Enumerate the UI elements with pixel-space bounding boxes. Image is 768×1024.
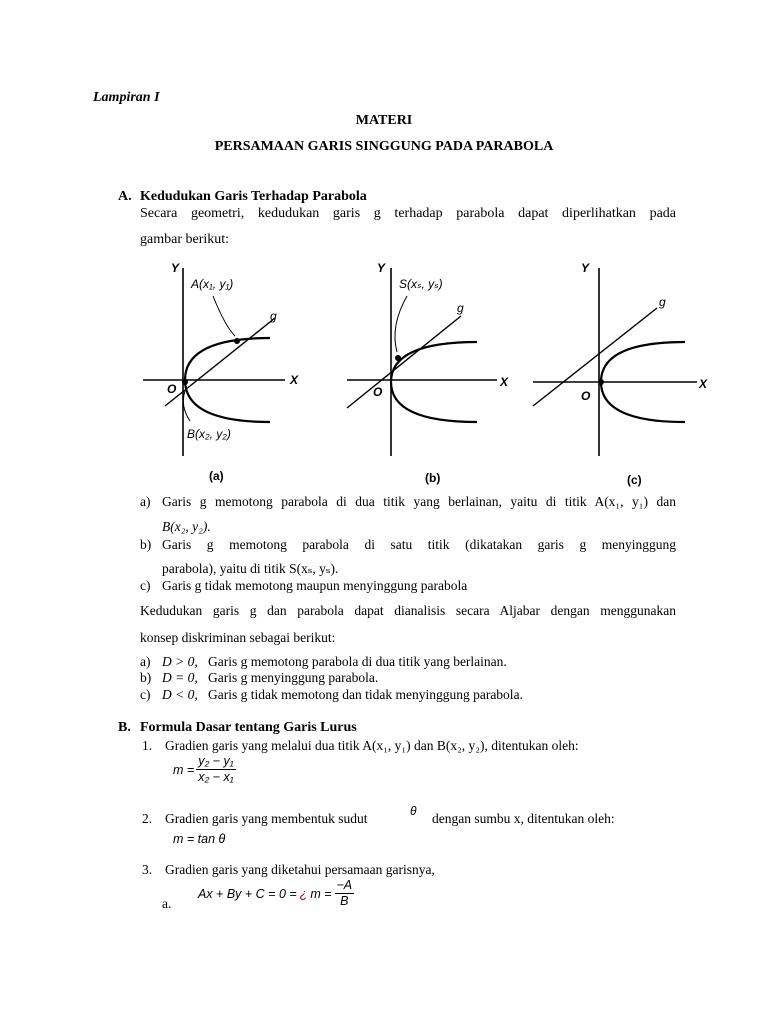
b3-formula-fraction: [335, 878, 355, 909]
b3-formula-num: −A: [336, 878, 353, 892]
item-c-line1: Garis g tidak memotong maupun menyinggung parabola: [162, 578, 468, 593]
b3-formula-eq: Ax + By + C = 0 =: [198, 886, 297, 901]
figure-c: [533, 261, 708, 487]
item-b-marker: b): [140, 537, 152, 552]
figure-b-point-s: [395, 355, 401, 361]
item-a-marker: a): [140, 494, 151, 509]
analysis-line1: Kedudukan garis g dan parabola dapat dianalisis secara Aljabar dengan menggunakan: [140, 603, 676, 618]
figure-a-point-b: [182, 379, 188, 385]
parabola-figures: [135, 256, 708, 487]
disc-a-marker: a): [140, 654, 151, 669]
figure-b-arrow-s: [395, 296, 407, 352]
figure-a-point-b-label: B(x₂, y₂): [187, 427, 231, 441]
analysis-line2: konsep diskriminan sebagai berikut:: [140, 630, 336, 645]
b2-marker: 2.: [142, 811, 153, 826]
figure-b-g-label: g: [457, 301, 464, 315]
section-b-heading: Formula Dasar tentang Garis Lurus: [140, 720, 357, 735]
figure-b-line-g: [347, 316, 461, 408]
b2-text-after: dengan sumbu x, ditentukan oleh:: [432, 811, 615, 826]
disc-c-cond: D < 0,: [162, 687, 198, 702]
section-a-intro-line1: Secara geometri, kedudukan garis g terhadap parabola dapat diperlihatkan pada: [140, 206, 676, 221]
section-a-heading: Kedudukan Garis Terhadap Parabola: [140, 189, 367, 204]
disc-b-cond: D = 0,: [162, 670, 198, 685]
page-title: MATERI: [355, 113, 413, 128]
figure-a-g-label: g: [270, 309, 277, 323]
figure-c-g-label: g: [659, 295, 666, 309]
disc-a-text: Garis g memotong parabola di dua titik yang berlainan.: [208, 654, 507, 669]
b3-formula-odd-glyph: ¿: [299, 886, 308, 901]
figure-c-y-label: Y: [581, 261, 590, 275]
b3-text: Gradien garis yang diketahui persamaan garisnya,: [165, 862, 435, 877]
item-b-line2: parabola), yaitu di titik S(xₛ, yₛ).: [162, 561, 339, 576]
b2-text-before: Gradien garis yang membentuk sudut: [165, 811, 368, 826]
b2-theta-symbol: θ: [410, 804, 417, 818]
figure-b-x-label: X: [500, 375, 509, 389]
figure-b-origin-label: O: [373, 385, 383, 399]
disc-b-text: Garis g menyinggung parabola.: [208, 670, 379, 685]
section-a-letter: A.: [118, 189, 132, 204]
figure-c-x-label: X: [699, 377, 708, 391]
b3-formula: [198, 878, 354, 909]
item-a-line1: Garis g memotong parabola di dua titik yang berlainan, yaitu di titik A(x₁, y₁) dan: [162, 494, 676, 509]
b3-marker: 3.: [142, 862, 153, 877]
b1-formula-fraction: [196, 754, 235, 785]
figure-a-caption: (a): [209, 469, 224, 483]
page-subtitle: PERSAMAAN GARIS SINGGUNG PADA PARABOLA: [214, 139, 554, 154]
figure-b-parabola: [391, 342, 477, 422]
b1-marker: 1.: [142, 738, 153, 753]
b1-formula: [173, 754, 236, 785]
b1-formula-den: x₂ − x₁: [198, 770, 234, 784]
figure-b-point-s-label: S(xₛ, yₛ): [399, 277, 443, 291]
figure-c-origin-point: [598, 379, 604, 385]
figure-a-origin-label: O: [167, 382, 177, 396]
figure-a-point-a-label: A(x₁, y₁): [191, 277, 234, 291]
figure-c-caption: (c): [627, 473, 642, 487]
b3-formula-den: B: [340, 894, 349, 908]
disc-c-marker: c): [140, 687, 151, 702]
appendix-label: Lampiran I: [93, 90, 160, 105]
figure-c-line-g: [533, 308, 657, 406]
section-b-letter: B.: [118, 720, 131, 735]
item-b-line1: Garis g memotong parabola di satu titik (dikatakan garis g menyinggung: [162, 537, 676, 552]
section-a-intro-line2: gambar berikut:: [140, 232, 230, 247]
figure-b: [347, 261, 509, 485]
figure-a-line-g: [165, 318, 275, 406]
b1-text: Gradien garis yang melalui dua titik A(x₁, y₁) dan B(x₂, y₂), ditentukan oleh:: [165, 738, 579, 753]
item-a-line2: B(x₂, y₂).: [162, 519, 211, 534]
figure-b-caption: (b): [425, 471, 441, 485]
b1-formula-lhs: m =: [173, 762, 195, 777]
b3-sub-marker: a.: [162, 896, 172, 911]
figure-a-y-label: Y: [171, 261, 180, 275]
b2-formula: m = tan θ: [173, 832, 226, 846]
figure-a-x-label: X: [290, 373, 299, 387]
b3-formula-m: m =: [310, 886, 332, 901]
figure-a: [143, 261, 299, 483]
disc-a-cond: D > 0,: [162, 654, 198, 669]
disc-b-marker: b): [140, 670, 152, 685]
figure-b-y-label: Y: [377, 261, 386, 275]
figure-a-point-a: [234, 338, 240, 344]
b1-formula-num: y₂ − y₁: [198, 754, 234, 768]
figure-a-arrow-a: [213, 296, 235, 336]
item-c-marker: c): [140, 578, 151, 593]
disc-c-text: Garis g tidak memotong dan tidak menyinggung parabola.: [208, 687, 523, 702]
figure-c-origin-label: O: [581, 389, 591, 403]
